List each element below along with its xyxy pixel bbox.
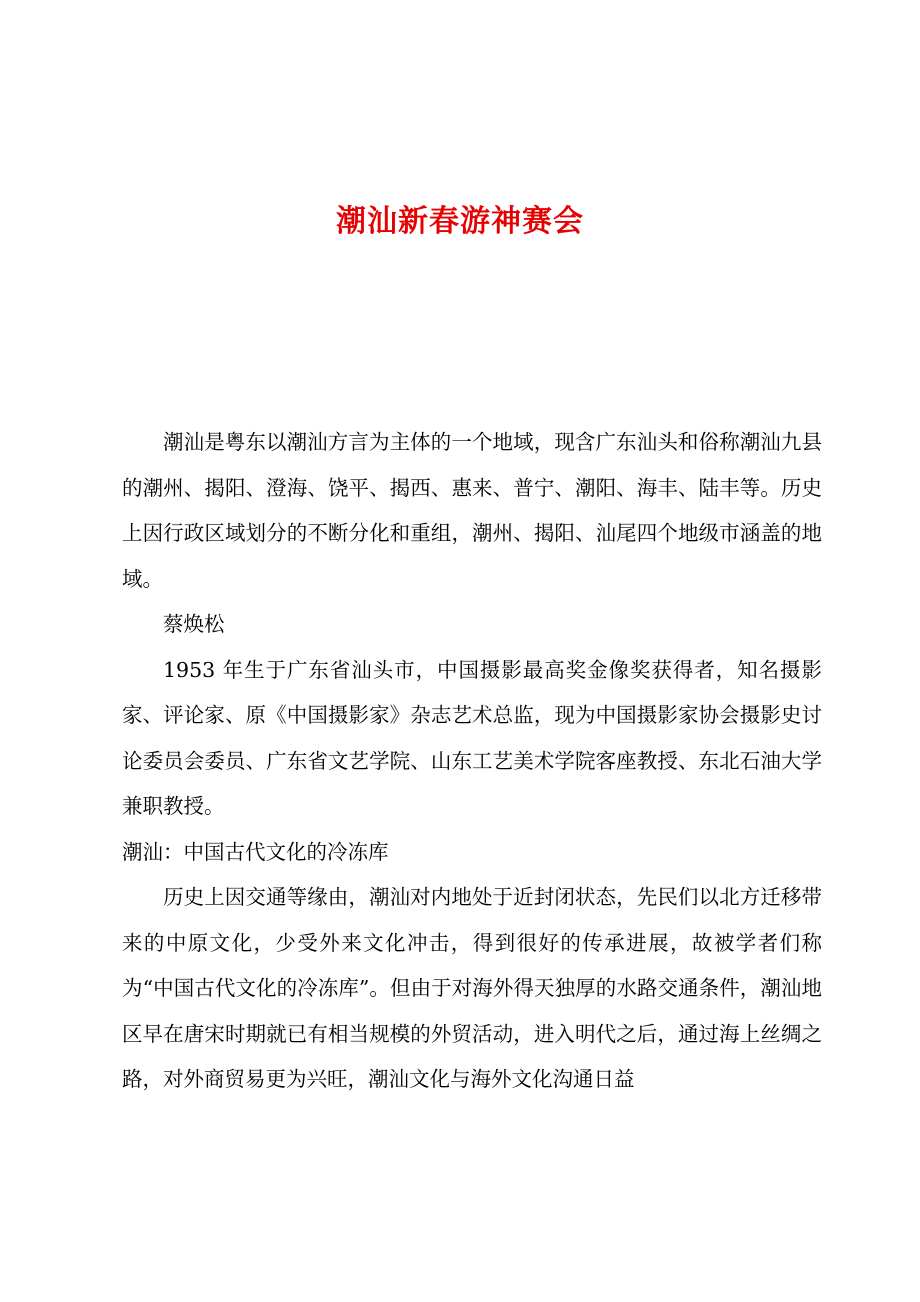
section-heading: 潮汕：中国古代文化的冷冻库 [122,839,389,864]
paragraph-region-intro: 潮汕是粤东以潮汕方言为主体的一个地域，现含广东汕头和俗称潮汕九县的潮州、揭阳、澄海、饶平、揭西、惠来、普宁、潮阳、海丰、陆丰等。历史上因行政区域划分的不断分化和重组，潮州、揭阳、汕尾四个地级市涵盖的地域。 [122,430,822,591]
paragraph-author-bio: 1953 年生于广东省汕头市，中国摄影最高奖金像奖获得者，知名摄影家、评论家、原《中国摄影家》杂志艺术总监，现为中国摄影家协会摄影史讨论委员会委员、广东省文艺学院、山东工艺美术学院客座教授、东北石油大学兼职教授。 [122,657,822,818]
paragraph-author-name: 蔡焕松 [163,612,225,636]
document-body [122,420,822,1103]
paragraph-culture-history: 历史上因交通等缘由，潮汕对内地处于近封闭状态，先民们以北方迁移带来的中原文化，少受外来文化冲击，得到很好的传承进展，故被学者们称为“中国古代文化的冷冻库”。但由于对海外得天独厚的水路交通条件，潮汕地区早在唐宋时期就已有相当规模的外贸活动，进入明代之后，通过海上丝绸之路，对外商贸易更为兴旺，潮汕文化与海外文化沟通日益 [122,885,822,1091]
document-title: 潮汕新春游神赛会 [336,204,584,239]
